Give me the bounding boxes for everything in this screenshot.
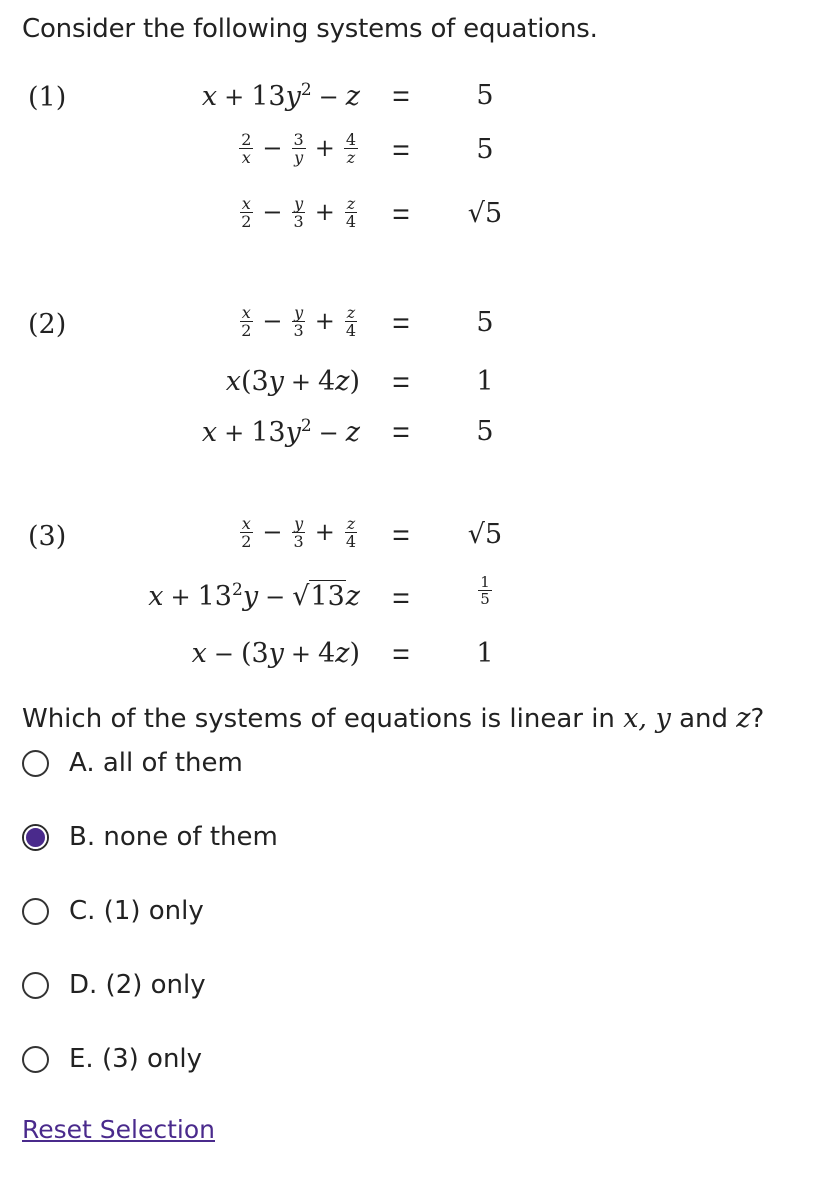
system-1-label: (1)	[28, 82, 67, 113]
option-e-label: E. (3) only	[69, 1044, 203, 1074]
option-e[interactable]	[22, 1044, 202, 1074]
system-1-eq-3-sign: =	[392, 198, 410, 231]
radio-button-e[interactable]	[22, 1046, 49, 1073]
system-2-eq-2-sign: =	[392, 366, 410, 399]
system-3-eq-1-rhs: √5	[467, 519, 503, 550]
system-3-eq-2-rhs: $\frac{1}{5}$	[480, 573, 490, 608]
system-2-eq-3-lhs: $x + 13y^2 - z$	[201, 416, 360, 448]
system-3-label: (3)	[28, 521, 67, 552]
system-1-eq-3-rhs: √5	[467, 198, 503, 229]
system-3-eq-3-sign: =	[392, 638, 410, 671]
system-1-eq-1-lhs: $x + 13y^2 - z$	[201, 80, 360, 112]
system-1-eq-3-lhs: $\frac{x}{2}$ − $\frac{y}{3}$ + $\frac{z}{4}$	[241, 194, 356, 231]
system-2-eq-1-lhs: $\frac{x}{2}$ − $\frac{y}{3}$ + $\frac{z}{4}$	[241, 303, 356, 340]
system-2-eq-3-sign: =	[392, 416, 410, 449]
option-a[interactable]	[22, 748, 243, 778]
system-1-eq-1-rhs: 5	[476, 80, 494, 111]
system-2-label: (2)	[28, 309, 67, 340]
system-1-eq-2-sign: =	[392, 134, 410, 167]
system-3-eq-1-lhs: $\frac{x}{2}$ − $\frac{y}{3}$ + $\frac{z}{4}$	[241, 514, 356, 551]
option-a-label: A. all of them	[69, 748, 243, 778]
radio-button-b-selected[interactable]	[22, 824, 49, 851]
system-1-eq-1-sign: =	[392, 80, 410, 113]
option-b[interactable]	[22, 822, 278, 852]
radio-button-d[interactable]	[22, 972, 49, 999]
system-2-eq-1-rhs: 5	[476, 307, 494, 338]
system-3-eq-3-rhs: 1	[476, 638, 494, 669]
option-c[interactable]	[22, 896, 204, 926]
option-d-label: D. (2) only	[69, 970, 206, 1000]
system-3-eq-3-lhs: x − (3y + 4z)	[191, 638, 360, 669]
system-1-eq-2-rhs: 5	[476, 134, 494, 165]
question-mid: and	[670, 704, 737, 734]
reset-selection-link[interactable]: Reset Selection	[22, 1115, 215, 1144]
radio-button-c[interactable]	[22, 898, 49, 925]
question-vars: x, y	[623, 703, 671, 734]
system-2-eq-2-rhs: 1	[476, 366, 494, 397]
intro-text: Consider the following systems of equations.	[22, 14, 598, 44]
system-1-eq-2-lhs: $\frac{2}{x}$ − $\frac{3}{y}$ + $\frac{4}{z}$	[241, 130, 356, 167]
system-3-eq-2-sign: =	[392, 582, 410, 615]
option-b-label: B. none of them	[69, 822, 278, 852]
radio-dot	[24, 826, 47, 849]
radio-button-a[interactable]	[22, 750, 49, 777]
question-text	[22, 703, 764, 734]
system-2-eq-2-lhs: x(3y + 4z)	[225, 366, 360, 397]
system-3-eq-2-lhs: $x + 13^2y - √13z$	[148, 580, 360, 612]
option-d[interactable]	[22, 970, 206, 1000]
question-prefix: Which of the systems of equations is linear in	[22, 704, 624, 734]
system-2-eq-3-rhs: 5	[476, 416, 494, 447]
question-suffix: ?	[750, 704, 765, 734]
option-c-label: C. (1) only	[69, 896, 204, 926]
question-last-var: z	[736, 703, 751, 734]
system-2-eq-1-sign: =	[392, 307, 410, 340]
system-3-eq-1-sign: =	[392, 519, 410, 552]
